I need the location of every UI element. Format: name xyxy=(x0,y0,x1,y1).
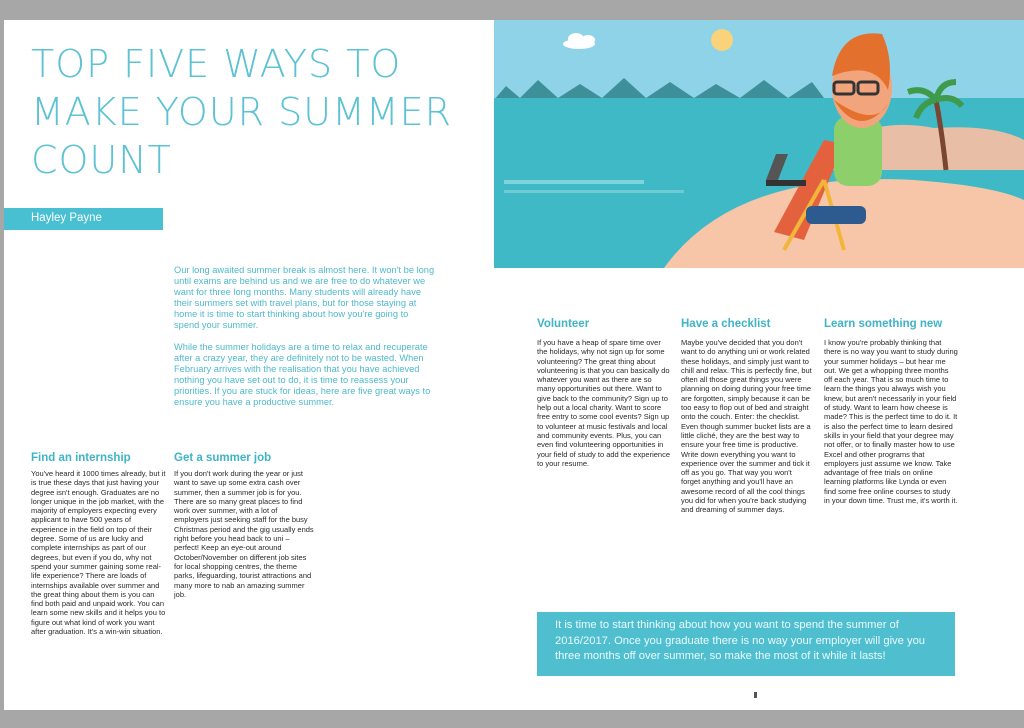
body-summer-job: If you don't work during the year or just want to save up some extra cash over summer, then a summer job is for you. There are so many great places to find work over summer, with a lot of employers just seeking staff for the busy Christmas period and the gig usually ends right before you head back to uni – perfect! Keep an eye-out around October/November on different job sites for local shopping centres, the theme parks, lifeguarding, tourist attractions and many more to nab an amazing summer job. xyxy=(174,469,314,599)
article-title: TOP FIVE WAYS TO MAKE YOUR SUMMER COUNT xyxy=(31,42,453,182)
water-stripe xyxy=(504,180,644,184)
body-find-internship: You've heard it 1000 times already, but it is true these days that just having your degree isn't enough. Graduates are no longer unique in the job market, with the majority of employers expecting every applicant to have 500 years of experience in the field on top of their degree. Some of us are lucky and complete internships as part of our degrees, but even if you do, why not spend your summer gaining some real-life experience? There are loads of internships available over summer and the great thing about them is you can find both paid and unpaid work. You can learn some new skills and it helps you to figure out what kind of work you want after graduation. It's a win-win situation. xyxy=(31,469,166,637)
heading-find-internship: Find an internship xyxy=(31,452,131,464)
heading-learn-something-new: Learn something new xyxy=(824,318,943,330)
author-name: Hayley Payne xyxy=(31,212,102,224)
callout-text: It is time to start thinking about how you want to spend the summer of 2016/2017. Once you graduate there is no way your employer will give you three months off over summer, so make the most of it while it lasts! xyxy=(555,619,926,662)
page-marker xyxy=(754,692,757,698)
water-stripe xyxy=(504,190,684,193)
intro-text xyxy=(174,265,436,408)
body-volunteer: If you have a heap of spare time over the holidays, why not sign up for some volunteering? The great thing about volunteering is that you can basically do whatever you want as there are so many opportunities out there. Want to give back to the community? Sign up to help out a local charity. Want to score free entry to some cool events? Sign up to volunteer at music festivals and local and community events. Plus, you can even find volunteering opportunities in your field of study to add the experience to your resume. xyxy=(537,338,671,468)
body-have-checklist: Maybe you've decided that you don't want to do anything uni or work related these holidays, and simply just want to chill and relax. This is perfectly fine, but often all those great things you were planning on doing during your free time are forgotten, simply because it can be too easy to flop out of bed and straight onto the couch. Enter: the checklist. Even though summer bucket lists are a little cliché, they are the best way to ensure your free time is productive. Write down everything you want to experience over the summer and tick it off as you go. That way you won't forget anything and you'll have an awesome record of all the cool things you did for when you're back studying and dreaming of summer days. xyxy=(681,338,812,515)
right-page xyxy=(494,20,1024,710)
heading-have-checklist: Have a checklist xyxy=(681,318,771,330)
intro-paragraph: While the summer holidays are a time to relax and recuperate after a crazy year, they are definitely not to be wasted. When February arrives with the realisation that you have achieved nothing you have set out to do, it is time to reassess your priorities. If you are stuck for ideas, here are five great ways to ensure you have a productive summer. xyxy=(174,342,431,407)
left-page xyxy=(4,20,494,710)
intro-paragraph: Our long awaited summer break is almost here. It won't be long until exams are behind us and we are free to do whatever we want for three long months. Many students will already have their summers set with travel plans, but for those staying at home it is time to start thinking about how you're going to spend your summer. xyxy=(174,265,435,330)
sun-icon xyxy=(711,29,733,51)
beach-illustration xyxy=(494,20,1024,268)
heading-volunteer: Volunteer xyxy=(537,318,590,330)
callout-box xyxy=(537,612,955,676)
heading-summer-job: Get a summer job xyxy=(174,452,272,464)
body-learn-something-new: I know you're probably thinking that there is no way you want to study during your summer holidays – but hear me out. We get a whopping three months off each year. That is so much time to learn the things you always wish you knew, but aren't necessarily in your field of study. Want to learn how cheese is made? This is the perfect time to do it. It is also the perfect time to learn desired skills in your field that your degree may not offer, or to finally master how to use Excel and other programs that employers just assume we know. Take advantage of free trials on online learning platforms like Lynda or even find some free online courses to study in your down time. Trust me, it's worth it. xyxy=(824,338,958,506)
author-bar xyxy=(4,208,163,230)
